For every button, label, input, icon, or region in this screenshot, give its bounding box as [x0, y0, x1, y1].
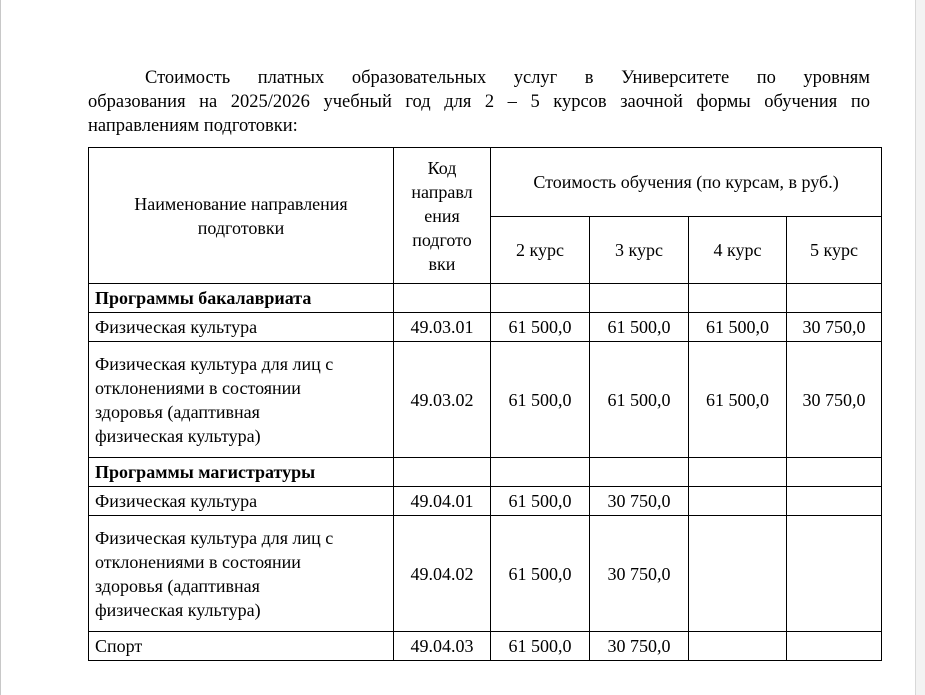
program-name-line: отклонениями в состоянии	[95, 377, 301, 398]
program-name-line: здоровья (адаптивная	[95, 401, 260, 422]
program-name-line: физическая культура)	[95, 425, 261, 446]
price-cell: 61 500,0	[491, 487, 590, 516]
intro-line-3: направлениям подготовки:	[88, 116, 298, 136]
program-name: Спорт	[89, 632, 394, 661]
empty-cell	[491, 458, 590, 487]
header-code-line: направл	[411, 181, 473, 202]
section-row	[89, 458, 882, 487]
price-cell: 30 750,0	[590, 632, 689, 661]
scroll-strip	[916, 0, 925, 695]
price-cell: 61 500,0	[689, 342, 787, 458]
program-code: 49.04.01	[394, 487, 491, 516]
table-row	[89, 342, 882, 458]
price-cell: 30 750,0	[787, 342, 882, 458]
empty-cell	[590, 458, 689, 487]
program-name: Физическая культура	[89, 313, 394, 342]
header-row-top	[89, 148, 882, 217]
intro-line-2: образования на 2025/2026 учебный год для 2 – 5 курсов заочной формы обучения по	[88, 92, 870, 112]
header-code-line: Код	[427, 157, 457, 178]
program-name-line: физическая культура)	[95, 599, 261, 620]
table-row	[89, 516, 882, 632]
price-cell	[787, 487, 882, 516]
program-code: 49.03.02	[394, 342, 491, 458]
price-cell: 30 750,0	[787, 313, 882, 342]
header-code-line: подгото	[412, 229, 472, 250]
section-row	[89, 284, 882, 313]
empty-cell	[491, 284, 590, 313]
empty-cell	[689, 284, 787, 313]
table-row	[89, 487, 882, 516]
header-course-5: 5 курс	[787, 217, 882, 284]
empty-cell	[394, 458, 491, 487]
price-cell: 61 500,0	[491, 342, 590, 458]
price-cell: 61 500,0	[491, 632, 590, 661]
price-cell: 61 500,0	[590, 342, 689, 458]
price-cell	[689, 487, 787, 516]
price-table	[88, 147, 882, 661]
header-code-line: вки	[428, 253, 456, 274]
program-name	[89, 342, 394, 458]
empty-cell	[787, 284, 882, 313]
table-row	[89, 632, 882, 661]
empty-cell	[787, 458, 882, 487]
table-row	[89, 313, 882, 342]
program-name: Физическая культура	[89, 487, 394, 516]
section-title: Программы магистратуры	[89, 458, 394, 487]
price-cell	[689, 516, 787, 632]
program-name	[89, 516, 394, 632]
program-name-line: Физическая культура для лиц с	[95, 353, 334, 374]
section-title: Программы бакалавриата	[89, 284, 394, 313]
empty-cell	[394, 284, 491, 313]
price-cell: 61 500,0	[491, 313, 590, 342]
price-cell	[787, 632, 882, 661]
price-cell	[787, 516, 882, 632]
price-cell: 30 750,0	[590, 516, 689, 632]
program-code: 49.04.03	[394, 632, 491, 661]
header-code-line: ения	[424, 205, 460, 226]
empty-cell	[689, 458, 787, 487]
price-cell: 30 750,0	[590, 487, 689, 516]
header-course-3: 3 курс	[590, 217, 689, 284]
price-cell	[689, 632, 787, 661]
page-left-edge	[0, 0, 1, 695]
price-cell: 61 500,0	[590, 313, 689, 342]
program-code: 49.03.01	[394, 313, 491, 342]
header-course-4: 4 курс	[689, 217, 787, 284]
price-cell: 61 500,0	[689, 313, 787, 342]
header-course-2: 2 курс	[491, 217, 590, 284]
intro-paragraph	[88, 66, 870, 138]
program-name-line: Физическая культура для лиц с	[95, 527, 334, 548]
price-cell: 61 500,0	[491, 516, 590, 632]
intro-line-1: Стоимость платных образовательных услуг в Университете по уровням	[145, 68, 870, 88]
program-name-line: здоровья (адаптивная	[95, 575, 260, 596]
header-cost-cell: Стоимость обучения (по курсам, в руб.)	[491, 148, 882, 217]
header-code-cell	[394, 148, 491, 284]
program-code: 49.04.02	[394, 516, 491, 632]
empty-cell	[590, 284, 689, 313]
program-name-line: отклонениями в состоянии	[95, 551, 301, 572]
header-name-cell: Наименование направления подготовки	[89, 148, 394, 284]
